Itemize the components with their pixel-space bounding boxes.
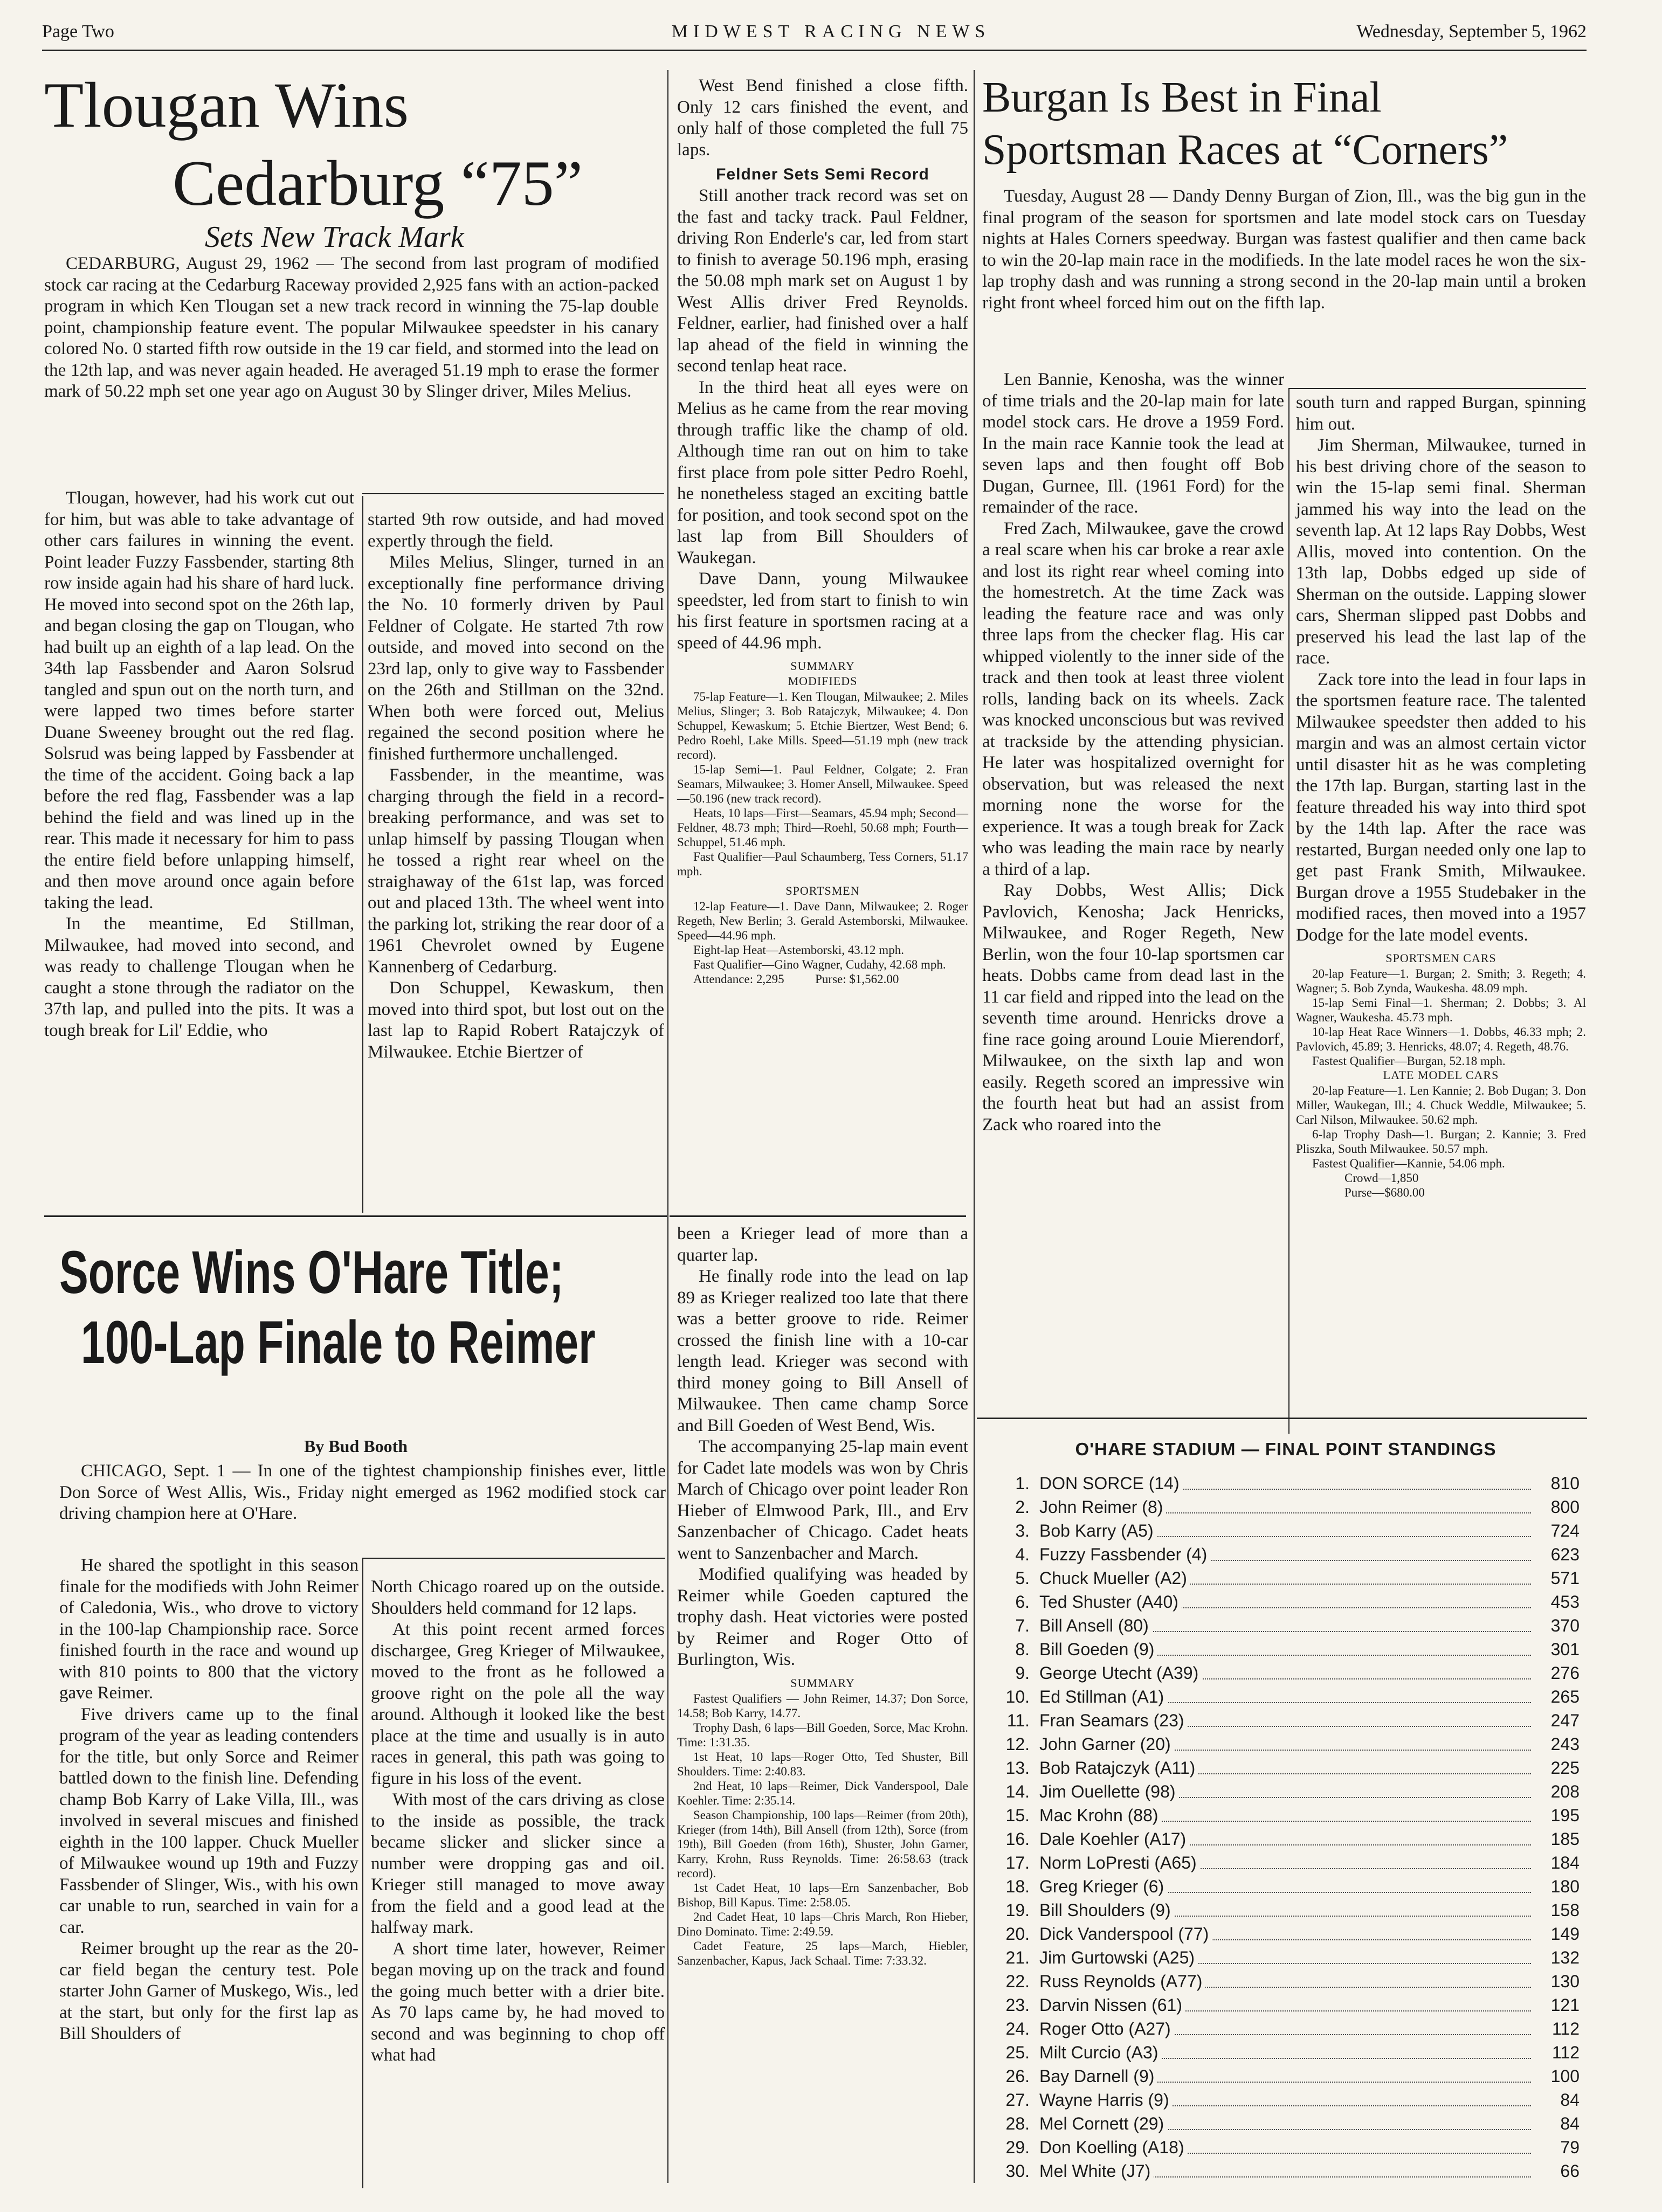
standings-driver: Mel White (J7) xyxy=(1039,2159,1154,2183)
standings-rank: 26. xyxy=(1005,2066,1030,2086)
standings-points: 66 xyxy=(1531,2159,1580,2183)
sportsmen-results xyxy=(677,899,968,986)
standings-row xyxy=(992,1922,1580,1946)
standings-points: 184 xyxy=(1531,1851,1580,1875)
standings-points: 84 xyxy=(1531,2088,1580,2112)
result-line: Heats, 10 laps—First—Seamars, 45.94 mph; Second—Feldner, 48.73 mph; Third—Roehl, 50.68 mph; Fourth—Schuppel, 51.46 mph. xyxy=(677,806,968,849)
burgan-lead xyxy=(982,186,1586,314)
tlougan-summary-title: SUMMARY xyxy=(790,659,855,673)
standings-driver: Don Koelling (A18) xyxy=(1039,2135,1188,2159)
column-rule xyxy=(1288,388,1289,1434)
issue-date: Wednesday, September 5, 1962 xyxy=(1356,22,1587,42)
sorce-byline: By Bud Booth xyxy=(304,1436,408,1456)
column-rule xyxy=(362,1558,363,2188)
standings-driver: George Utecht (A39) xyxy=(1039,1661,1202,1685)
standings-row xyxy=(992,1543,1580,1566)
result-line: Season Championship, 100 laps—Reimer (from 20th), Krieger (from 14th), Bill Ansell (from 12th), Sorce (from 19th), Bill Goeden (from 16th), Shuster, John Garner, Karry, Krohn, Russ Reynolds. Time: 26:58.63 (track record). xyxy=(677,1808,968,1880)
sorce-paragraph: Five drivers came up to the final program of the year as leading contenders for the title, but only Sorce and Reimer battled down to the finish line. Defending champ Bob Karry of Lake Villa, Ill., was involved in several miscues and finished eighth in the 100 lapper. Chuck Mueller of Milwaukee wound up 19th and Fuzzy Fassbender of Slinger, Wis., with his own car unable to run, searched in vain for a car. xyxy=(59,1704,358,1937)
standings-driver: Bill Ansell (80) xyxy=(1039,1614,1152,1637)
burgan-headline-line1: Burgan Is Best in Final xyxy=(982,74,1382,121)
standings-driver: Greg Krieger (6) xyxy=(1039,1875,1167,1898)
standings-row xyxy=(992,2088,1580,2112)
standings-points: 623 xyxy=(1531,1543,1580,1566)
standings-title: O'HARE STADIUM — FINAL POINT STANDINGS xyxy=(1075,1439,1497,1459)
standings-driver: Bob Karry (A5) xyxy=(1039,1519,1157,1543)
tlougan-paragraph: Dave Dann, young Milwaukee speedster, led from start to finish to win his first feature in sportsmen racing at a speed of 44.96 mph. xyxy=(677,569,968,653)
result-line: Crowd—1,850 xyxy=(1344,1171,1419,1185)
standings-rank: 1. xyxy=(1015,1474,1030,1493)
sorce-headline-line2: 100-Lap Finale to Reimer xyxy=(81,1309,596,1376)
section-rule xyxy=(977,1418,1587,1419)
standings-row xyxy=(992,1851,1580,1875)
sorce-lead xyxy=(59,1461,666,1525)
sorce-paragraph: At this point recent armed forces dischargee, Greg Krieger of Milwaukee, moved to the front as he followed a groove right on the pole all the way around. Although it looked like the best place at the time and usually is in auto races in general, this path was going to figure in his loss of the event. xyxy=(371,1620,665,1788)
standings-rank: 29. xyxy=(1005,2138,1030,2157)
standings-rank: 22. xyxy=(1005,1972,1030,1991)
standings-driver: John Reimer (8) xyxy=(1039,1495,1166,1519)
sportsmen-title: SPORTSMEN xyxy=(785,884,860,897)
standings-points: 84 xyxy=(1531,2112,1580,2135)
result-line: 2nd Heat, 10 laps—Reimer, Dick Vanderspool, Dale Koehler. Time: 2:35.14. xyxy=(677,1779,968,1807)
standings-points: 571 xyxy=(1531,1566,1580,1590)
standings-points: 370 xyxy=(1531,1614,1580,1637)
standings-points: 149 xyxy=(1531,1922,1580,1946)
standings-points: 453 xyxy=(1531,1590,1580,1614)
standings-row xyxy=(992,1732,1580,1756)
standings-rank: 9. xyxy=(1015,1663,1030,1683)
standings-driver: Roger Otto (A27) xyxy=(1039,2017,1174,2041)
standings-driver: John Garner (20) xyxy=(1039,1732,1174,1756)
standings-row xyxy=(992,1875,1580,1898)
standings-points: 195 xyxy=(1531,1803,1580,1827)
standings-driver: Fuzzy Fassbender (4) xyxy=(1039,1543,1210,1566)
standings-driver: Dick Vanderspool (77) xyxy=(1039,1922,1212,1946)
standings-rank: 20. xyxy=(1005,1924,1030,1944)
tlougan-paragraph: Fassbender, in the meantime, was charging through the field in a record-breaking performance, and was set to unlap himself by passing Tlougan when he tossed a right rear wheel on the straighaway of the 61st lap, was forced out and placed 13th. The wheel went into the parking lot, striking the rear door of a 1961 Chevrolet owned by Eugene Kannenberg of Cedarburg. xyxy=(368,765,664,977)
burgan-column-2 xyxy=(1296,392,1586,1200)
sorce-paragraph: Modified qualifying was headed by Reimer while Goeden captured the trophy dash. Heat victories were posted by Reimer and Roger Otto of Burlington, Wis. xyxy=(677,1565,968,1669)
tlougan-paragraph: West Bend finished a close fifth. Only 12 cars finished the event, and only half of those completed the full 75 laps. xyxy=(677,76,968,160)
burgan-paragraph: Len Bannie, Kenosha, was the winner of time trials and the 20-lap main for late model stock cars. He drove a 1959 Ford. In the main race Kannie took the lead at seven laps and then fought off Bob Dugan, Gurnee, Ill. (1961 Ford) for the remainder of the race. xyxy=(982,370,1284,517)
standings-points: 112 xyxy=(1531,2041,1580,2064)
standings-points: 132 xyxy=(1531,1946,1580,1969)
standings-row xyxy=(992,1803,1580,1827)
burgan-paragraph: south turn and rapped Burgan, spinning him out. xyxy=(1296,393,1586,434)
modifieds-results xyxy=(677,689,968,879)
standings-driver: Darvin Nissen (61) xyxy=(1039,1993,1185,2017)
result-line: 1st Heat, 10 laps—Roger Otto, Ted Shuster, Bill Shoulders. Time: 2:40.83. xyxy=(677,1750,968,1778)
sorce-headline-line1: Sorce Wins O'Hare Title; xyxy=(59,1239,564,1306)
standings-points: 243 xyxy=(1531,1732,1580,1756)
standings-row xyxy=(992,1471,1580,1495)
sportsmen-cars-title: SPORTSMEN CARS xyxy=(1385,951,1497,965)
standings-row xyxy=(992,1519,1580,1543)
standings-row xyxy=(992,2064,1580,2088)
standings-rank: 13. xyxy=(1005,1758,1030,1778)
standings-rank: 23. xyxy=(1005,1995,1030,2015)
sorce-column-3 xyxy=(677,1223,968,1968)
standings-driver: Dale Koehler (A17) xyxy=(1039,1827,1189,1851)
standings-driver: Bay Darnell (9) xyxy=(1039,2064,1157,2088)
standings-driver: DON SORCE (14) xyxy=(1039,1471,1183,1495)
standings-row xyxy=(992,2159,1580,2183)
standings-row xyxy=(992,1566,1580,1590)
standings-driver: Russ Reynolds (A77) xyxy=(1039,1969,1205,1993)
late-model-results xyxy=(1296,1083,1586,1200)
standings-row xyxy=(992,1495,1580,1519)
standings-rank: 16. xyxy=(1005,1829,1030,1849)
tlougan-lead xyxy=(44,253,659,403)
sorce-summary-title: SUMMARY xyxy=(790,1676,855,1690)
standings-row xyxy=(992,1661,1580,1685)
standings-points: 121 xyxy=(1531,1993,1580,2017)
page-number: Page Two xyxy=(42,22,114,42)
standings-row xyxy=(992,1827,1580,1851)
tlougan-headline-line1: Tlougan Wins xyxy=(44,69,409,141)
standings-rank: 21. xyxy=(1005,1948,1030,1967)
standings-rank: 18. xyxy=(1005,1877,1030,1896)
tlougan-paragraph: started 9th row outside, and had moved expertly through the field. xyxy=(368,510,664,551)
standings-driver: Wayne Harris (9) xyxy=(1039,2088,1173,2112)
standings-rank: 17. xyxy=(1005,1853,1030,1872)
standings-driver: Mel Cornett (29) xyxy=(1039,2112,1167,2135)
standings-points: 265 xyxy=(1531,1685,1580,1709)
result-line: 10-lap Heat Race Winners—1. Dobbs, 46.33 mph; 2. Pavlovich, 45.89; 3. Henricks, 48.07; 4. Regeth, 48.76. xyxy=(1296,1025,1586,1053)
standings-rank: 14. xyxy=(1005,1782,1030,1801)
standings-driver: Ed Stillman (A1) xyxy=(1039,1685,1167,1709)
sorce-paragraph: He finally rode into the lead on lap 89 as Krieger realized too late that there was a better groove to ride. Reimer crossed the finish line with a 10-car length lead. Krieger was second with third money going to Bill Ansell of Milwaukee. Then came champ Sorce and Bill Goeden of West Bend, Wis. xyxy=(677,1267,968,1435)
burgan-lead-paragraph: Tuesday, August 28 — Dandy Denny Burgan of Zion, Ill., was the big gun in the final program of the season for sportsmen and late model stock cars on Tuesday nights at Hales Corners speedway. Burgan was fastest qualifier and then came back to win the 20-lap main race in the modifieds. In the late model races he won the six-lap trophy dash and was running a strong second in the 20-lap main until a broken right front wheel forced him out on the fifth lap. xyxy=(982,186,1586,313)
standings-points: 158 xyxy=(1531,1898,1580,1922)
result-line: 6-lap Trophy Dash—1. Burgan; 2. Kannie; 3. Fred Pliszka, South Milwaukee. 50.57 mph. xyxy=(1296,1128,1586,1156)
standings-rank: 8. xyxy=(1015,1640,1030,1659)
standings-points: 247 xyxy=(1531,1709,1580,1732)
standings-row xyxy=(992,1946,1580,1969)
standings-points: 724 xyxy=(1531,1519,1580,1543)
standings-rank: 19. xyxy=(1005,1900,1030,1920)
standings-row xyxy=(992,1614,1580,1637)
burgan-headline-line2: Sportsman Races at “Corners” xyxy=(982,126,1508,174)
sorce-paragraph: A short time later, however, Reimer began moving up on the track and found the going much better with a drier bite. As 70 laps came by, he had moved to second and was beginning to chop off what had xyxy=(371,1939,665,2065)
tlougan-subhead: Sets New Track Mark xyxy=(205,220,464,254)
column-rule xyxy=(362,496,363,1213)
result-line: 15-lap Semi—1. Paul Feldner, Colgate; 2. Fran Seamars, Milwaukee; 3. Homer Ansell, Milwaukee. Speed—50.196 (new track record). xyxy=(677,763,968,805)
standings-points: 185 xyxy=(1531,1827,1580,1851)
standings-rank: 27. xyxy=(1005,2090,1030,2110)
standings-row xyxy=(992,1898,1580,1922)
standings-rank: 25. xyxy=(1005,2043,1030,2062)
standings-rank: 12. xyxy=(1005,1734,1030,1754)
standings-rank: 3. xyxy=(1015,1521,1030,1540)
burgan-paragraph: Fred Zach, Milwaukee, gave the crowd a real scare when his car broke a rear axle and lost its right rear wheel coming into the homestretch. At the time Zack was leading the feature race and was only three laps from the checker flag. His car whipped violently to the inner side of the track and then took at least three violent rolls, landing back on its wheels. Zack was knocked unconscious but was revived at trackside by the attending physician. He later was hospitalized overnight for observation, but was released the next morning none the worse for the experience. It was a tough break for Zack who was leading the main race by nearly a third of a lap. xyxy=(982,519,1284,879)
column-rule xyxy=(1288,388,1586,389)
sorce-paragraph: Reimer brought up the rear as the 20-car field began the century test. Pole starter John Garner of Muskego, Wis., led at the start, but only for the first lap as Bill Shoulders of xyxy=(59,1939,358,2043)
standings-row xyxy=(992,1685,1580,1709)
modifieds-title: MODIFIEDS xyxy=(788,674,858,688)
tlougan-paragraph: In the meantime, Ed Stillman, Milwaukee, had moved into second, and was ready to challenge Tlougan when he caught a stone through the radiator on the 37th lap, and pulled into the pits. It was a tough break for Lil' Eddie, who xyxy=(44,914,354,1040)
standings-driver: Bob Ratajczyk (A11) xyxy=(1039,1756,1198,1780)
tlougan-column-1 xyxy=(44,488,354,1041)
result-line: 75-lap Feature—1. Ken Tlougan, Milwaukee; 2. Miles Melius, Slinger; 3. Bob Ratajczyk, Milwaukee; 4. Don Schuppel, Kewaskum; 5. Etchie Biertzer, West Bend; 6. Pedro Roehl, Lake Mills. Speed—51.19 mph (new track record). xyxy=(677,690,968,762)
tlougan-paragraph: Miles Melius, Slinger, turned in an exceptionally fine performance driving the No. 10 formerly driven by Paul Feldner of Colgate. He started 7th row outside, and moved into second on the 23rd lap, only to give way to Fassbender on the 26th and Stillman on the 32nd. When both were forced out, Melius regained the second position where he finished furthermore unchallenged. xyxy=(368,552,664,764)
burgan-paragraph: Zack tore into the lead in four laps in the sportsmen feature race. The talented Milwaukee speedster then added to his margin and was an almost certain victor until disaster hit as he was completing the 17th lap. Burgan, starting last in the feature threaded his way into third spot by the 14th lap. After the race was restarted, Burgan needed only one lap to get past Frank Smith, Milwaukee. Burgan drove a 1955 Studebaker in the modified races, then moved into a 1957 Dodge for the late model events. xyxy=(1296,669,1586,945)
tlougan-column-3 xyxy=(677,75,968,986)
standings-table xyxy=(992,1471,1580,2188)
standings-driver: Norm LoPresti (A65) xyxy=(1039,1851,1200,1875)
burgan-paragraph: Jim Sherman, Milwaukee, turned in his best driving chore of the season to win the 15-lap semi final. Sherman jammed his way into the lead on the seventh lap. At 12 laps Ray Dobbs, West Allis, moved into contention. On the 13th lap, Dobbs edged up side of Sherman on the outside. Lapping slower cars, Sherman slipped past Dobbs and preserved his lead the last lap of the race. xyxy=(1296,436,1586,668)
burgan-paragraph: Ray Dobbs, West Allis; Dick Pavlovich, Kenosha; Jack Henricks, Milwaukee, and Roger Regeth, New Berlin, won the four 10-lap sportsmen car heats. Dobbs came from dead last in the 11 car field and ripped into the lead on the seventh time around. Henricks drove a fine race going around Louie Mierendorf, Milwaukee, on the sixth lap and won easily. Regeth scored an impressive win the fourth heat but had an assist from Zack who roared into the xyxy=(982,881,1284,1135)
standings-rank: 30. xyxy=(1005,2161,1030,2181)
standings-rank: 28. xyxy=(1005,2114,1030,2133)
tlougan-headline-line2: Cedarburg “75” xyxy=(173,147,583,219)
tlougan-paragraph: Still another track record was set on the fast and tacky track. Paul Feldner, driving Ron Enderle's car, led from start to finish to average 50.196 mph, erasing the 50.08 mph mark set on August 1 by West Allis driver Fred Reynolds. Feldner, earlier, had finished over a half lap ahead of the field in winning the second tenlap heat race. xyxy=(677,186,968,376)
standings-rank: 10. xyxy=(1005,1687,1030,1706)
result-line: 1st Cadet Heat, 10 laps—Ern Sanzenbacher, Bob Bishop, Bill Kapus. Time: 2:58.05. xyxy=(677,1881,968,1909)
sorce-column-2 xyxy=(371,1577,665,2066)
sorce-paragraph: North Chicago roared up on the outside. Shoulders held command for 12 laps. xyxy=(371,1577,665,1618)
standings-points: 276 xyxy=(1531,1661,1580,1685)
sorce-paragraph: He shared the spotlight in this season finale for the modifieds with John Reimer of Caledonia, Wis., who drove to victory in the 100-lap Championship race. Sorce finished fourth in the race and wound up with 810 points to 800 that the victory gave Reimer. xyxy=(59,1556,358,1703)
standings-driver: Mac Krohn (88) xyxy=(1039,1803,1162,1827)
standings-row xyxy=(992,2017,1580,2041)
sportsmen-cars-results xyxy=(1296,966,1586,1068)
standings-rank: 15. xyxy=(1005,1806,1030,1825)
standings-points: 225 xyxy=(1531,1756,1580,1780)
standings-driver: Bill Shoulders (9) xyxy=(1039,1898,1174,1922)
result-line: 15-lap Semi Final—1. Sherman; 2. Dobbs; 3. Al Wagner, Waukesha. 45.73 mph. xyxy=(1296,996,1586,1024)
burgan-column-1 xyxy=(982,369,1284,1136)
result-line: 12-lap Feature—1. Dave Dann, Milwaukee; 2. Roger Regeth, New Berlin; 3. Gerald Astemborski, Milwaukee. Speed—44.96 mph. xyxy=(677,900,968,942)
sorce-summary-results xyxy=(677,1691,968,1968)
sorce-paragraph: been a Krieger lead of more than a quarter lap. xyxy=(677,1224,968,1265)
section-rule xyxy=(670,1215,966,1217)
standings-points: 112 xyxy=(1531,2017,1580,2041)
standings-row xyxy=(992,2041,1580,2064)
standings-points: 301 xyxy=(1531,1637,1580,1661)
standings-points: 810 xyxy=(1531,1471,1580,1495)
sorce-lead-paragraph: CHICAGO, Sept. 1 — In one of the tightest championship finishes ever, little Don Sorce of West Allis, Wis., Friday night emerged as 1962 modified stock car driving champion here at O'Hare. xyxy=(59,1461,666,1523)
column-rule xyxy=(362,493,664,494)
standings-row xyxy=(992,1969,1580,1993)
sorce-paragraph: With most of the cars driving as close to the inside as possible, the track became slicker and slicker since a number were dropping gas and oil. Krieger still managed to move away from the field and a good lead at the halfway mark. xyxy=(371,1790,665,1937)
column-rule xyxy=(667,70,668,2183)
result-line: Fastest Qualifier—Burgan, 52.18 mph. xyxy=(1312,1054,1506,1068)
column-rule xyxy=(362,1558,665,1559)
standings-rank: 11. xyxy=(1006,1711,1030,1730)
result-line: 20-lap Feature—1. Burgan; 2. Smith; 3. Regeth; 4. Wagner; 5. Bob Zynda, Waukesha. 48.09 mph. xyxy=(1296,967,1586,995)
result-line: Purse—$680.00 xyxy=(1344,1186,1425,1199)
standings-row xyxy=(992,1590,1580,1614)
column-rule xyxy=(974,70,975,2183)
standings-row xyxy=(992,1756,1580,1780)
standings-row xyxy=(992,1709,1580,1732)
tlougan-column-2 xyxy=(368,509,664,1063)
standings-rank: 6. xyxy=(1015,1592,1030,1612)
standings-points: 130 xyxy=(1531,1969,1580,1993)
tlougan-paragraph: Tlougan, however, had his work cut out for him, but was able to take advantage of other cars failures in winning the event. Point leader Fuzzy Fassbender, starting 8th row inside again had his share of hard luck. He moved into second spot on the 26th lap, and began closing the gap on Tlougan, who had built up an eighth of a lap lead. On the 34th lap Fassbender and Aaron Solsrud tangled and spun out on the north turn, and were lapped two times before starter Duane Sweeney brought out the red flag. Solsrud was being lapped by Fassbender at the time of the accident. Going back a lap before the red flag, Fassbender was a lap behind the field and was lined up in the rear. This made it necessary for him to pass the entire field before unlapping himself, and then move around once again before taking the lead. xyxy=(44,488,354,913)
standings-rank: 4. xyxy=(1015,1545,1030,1564)
result-line: Eight-lap Heat—Astemborski, 43.12 mph. xyxy=(693,943,904,957)
standings-driver: Milt Curcio (A3) xyxy=(1039,2041,1161,2064)
standings-row xyxy=(992,2112,1580,2135)
standings-rank: 24. xyxy=(1005,2019,1030,2038)
standings-driver: Chuck Mueller (A2) xyxy=(1039,1566,1190,1590)
standings-driver: Jim Ouellette (98) xyxy=(1039,1780,1179,1803)
standings-driver: Bill Goeden (9) xyxy=(1039,1637,1157,1661)
sorce-paragraph: The accompanying 25-lap main event for Cadet late models was won by Chris March of Chicago over point leader Ron Hieber of Elmwood Park, Ill., and Erv Sanzenbacher of Chicago. Cadet heats went to Sanzenbacher and March. xyxy=(677,1437,968,1563)
result-line: Fast Qualifier—Gino Wagner, Cudahy, 42.68 mph. xyxy=(693,958,946,971)
standings-driver: Fran Seamars (23) xyxy=(1039,1709,1188,1732)
result-line: Attendance: 2,295 Purse: $1,562.00 xyxy=(693,972,899,986)
newspaper-title: MIDWEST RACING NEWS xyxy=(671,22,991,42)
sorce-column-1 xyxy=(59,1555,358,2045)
result-line: Trophy Dash, 6 laps—Bill Goeden, Sorce, Mac Krohn. Time: 1:31.35. xyxy=(677,1720,968,1749)
masthead-rule xyxy=(42,50,1587,51)
standings-rank: 7. xyxy=(1015,1616,1030,1635)
result-line: Fastest Qualifier—Kannie, 54.06 mph. xyxy=(1312,1157,1505,1170)
tlougan-lead-paragraph: CEDARBURG, August 29, 1962 — The second from last program of modified stock car racing at the Cedarburg Raceway provided 2,925 fans with an action-packed program in which Ken Tlougan set a new track record in winning the 75-lap double point, championship feature event. The popular Milwaukee speedster in his canary colored No. 0 started fifth row outside in the 19 car field, and stormed into the lead on the 12th lap, and was never again headed. He averaged 51.19 mph to erase the former mark of 50.22 mph set one year ago on August 30 by Slinger driver, Miles Melius. xyxy=(44,254,659,401)
standings-driver: Ted Shuster (A40) xyxy=(1039,1590,1182,1614)
standings-row xyxy=(992,1637,1580,1661)
standings-rank: 2. xyxy=(1015,1497,1030,1517)
result-line: 2nd Cadet Heat, 10 laps—Chris March, Ron Hieber, Dino Dominato. Time: 2:49.59. xyxy=(677,1910,968,1938)
standings-row xyxy=(992,1993,1580,2017)
standings-driver: Jim Gurtowski (A25) xyxy=(1039,1946,1198,1969)
standings-points: 79 xyxy=(1531,2135,1580,2159)
feldner-subheading: Feldner Sets Semi Record xyxy=(716,165,929,183)
tlougan-paragraph: Don Schuppel, Kewaskum, then moved into third spot, but lost out on the last lap to Rapid Robert Ratajczyk of Milwaukee. Etchie Biertzer of xyxy=(368,978,664,1062)
result-line: Fast Qualifier—Paul Schaumberg, Tess Corners, 51.17 mph. xyxy=(677,850,968,878)
standings-points: 100 xyxy=(1531,2064,1580,2088)
result-line: Cadet Feature, 25 laps—March, Hiebler, Sanzenbacher, Kapus, Jack Schaal. Time: 7:33.32. xyxy=(677,1939,968,1967)
result-line: Fastest Qualifiers — John Reimer, 14.37; Don Sorce, 14.58; Bob Karry, 14.77. xyxy=(677,1691,968,1720)
standings-points: 180 xyxy=(1531,1875,1580,1898)
standings-rank: 5. xyxy=(1015,1568,1030,1588)
tlougan-paragraph: In the third heat all eyes were on Melius as he came from the rear moving through traffic like the champ of old. Although time ran out on him to take first place from pole sitter Pedro Roehl, he nonetheless staged an exciting battle for position, and took second spot on the last lap from Bill Shoulders of Waukegan. xyxy=(677,377,968,568)
standings-points: 208 xyxy=(1531,1780,1580,1803)
result-line: 20-lap Feature—1. Len Kannie; 2. Bob Dugan; 3. Don Miller, Waukegan, Ill.; 4. Chuck Weddle, Milwaukee; 5. Carl Nilson, Milwaukee. 50.62 mph. xyxy=(1296,1084,1586,1126)
section-rule xyxy=(44,1215,667,1217)
standings-row xyxy=(992,2135,1580,2159)
standings-points: 800 xyxy=(1531,1495,1580,1519)
late-model-title: LATE MODEL CARS xyxy=(1383,1068,1499,1082)
standings-row xyxy=(992,1780,1580,1803)
